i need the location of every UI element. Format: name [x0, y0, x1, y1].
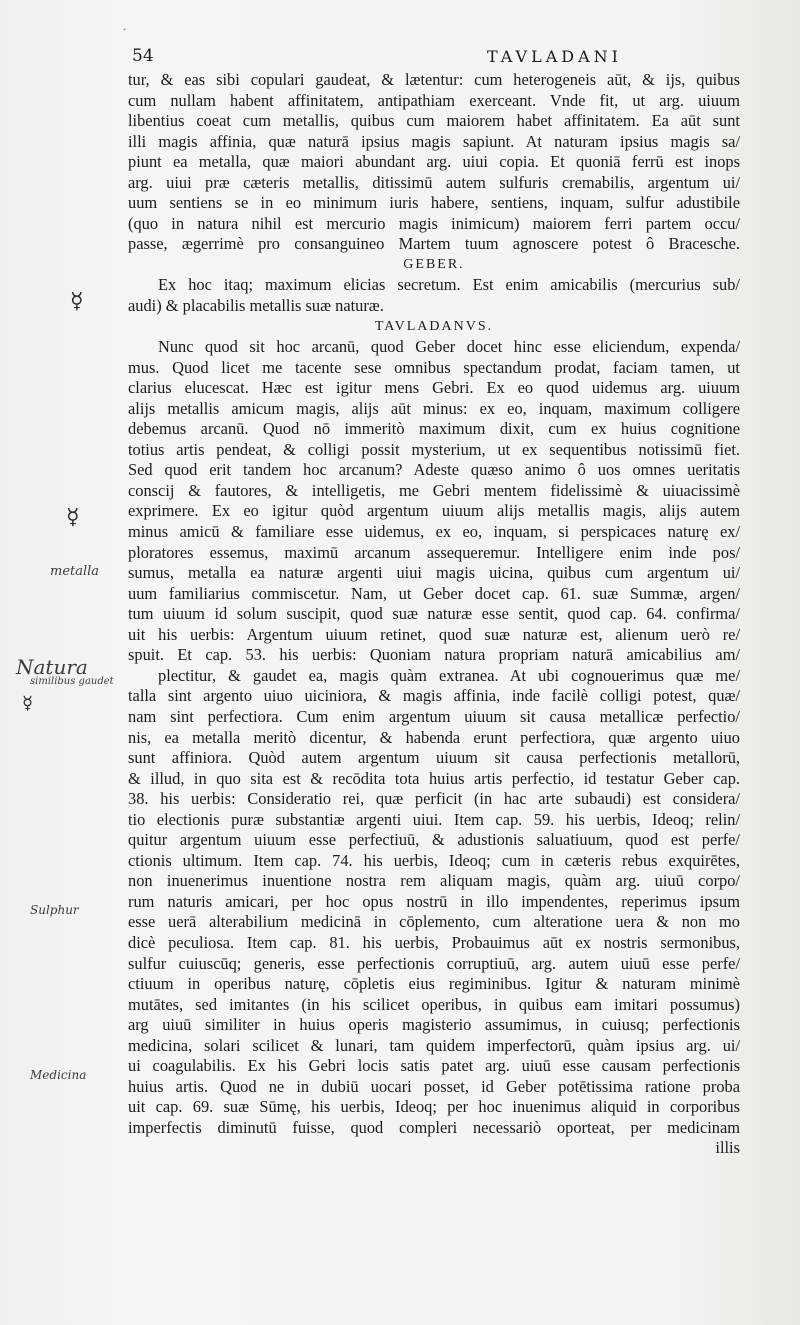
text-line: alijs metallis amicum magis, alijs aūt minus: ex eo, inquam, maximum colligere: [128, 398, 740, 418]
text-line: ploratores essemus, maximū arcanum assequeremur. Intelligere enim inde pos/: [128, 542, 740, 562]
text-line: (quo in natura nihil est mercurio magis inimicum) maiorem ferri partem occu/: [128, 213, 740, 233]
text-line: quitur argentum uiuum esse perfectiuū, & adustionis saluatiuum, quod est perfe/: [128, 830, 740, 850]
text-line: nis, ea metalla meritò dicentur, & habenda erunt perfectiora, quæ argento uiuo: [128, 727, 740, 747]
text-line: & illud, in quo sita est & recōdita tota huius artis perfectio, id testatur Geber cap.: [128, 768, 740, 788]
text-line: minus amicū & familiare esse uidemus, ex eo, inquam, si perspicaces naturę ex/: [128, 522, 740, 542]
text-line: 38. his uerbis: Consideratio rei, quæ perficit (in hac arte subaudi) est considera/: [128, 789, 740, 809]
text-line: audi) & placabilis metallis suæ naturæ.: [128, 296, 384, 316]
text-line: debemus arcanū. Quod nō immeritò maximum dixit, cum ex huius cognitione: [128, 419, 740, 439]
text-line: arg. uiui præ cæteris metallis, ditissimū autem sulfuris cremabilis, argentum ui/: [128, 172, 740, 192]
running-title: TAVLADANI: [487, 47, 622, 66]
text-line: esse uerā alterabilium medicinā in cōplemento, cum alteratione uera & non mo: [128, 912, 740, 932]
text-line: libentius coeat cum metallis, quibus cum maiorem habet affinitatem. Ea aūt sunt: [128, 111, 740, 131]
margin-note-sulphur: Sulphur: [30, 903, 79, 917]
margin-note-natura: Natura: [16, 655, 88, 679]
text-line: totius artis pendeat, & colligi possit mysterium, ut ex sequentibus notissimū fiet.: [128, 439, 740, 459]
text-line: Nunc quod sit hoc arcanū, quod Geber docet hinc esse eliciendum, expenda/: [158, 337, 740, 357]
text-line: cum nullam habent affinitatem, antipathiam exerceant. Vnde fit, ut arg. uiuum: [128, 90, 740, 110]
section-heading: TAVLADANVS.: [374, 318, 494, 334]
text-line: Ex hoc itaq; maximum elicias secretum. Est enim amicabilis (mercurius sub/: [158, 275, 740, 295]
text-line: conscij & fautores, & intelligetis, me Gebri mentem fidelissimè & uiuacissimè: [128, 480, 740, 500]
text-line: piunt ea metalla, quæ maiori abundant arg. uiui copia. Et quoniā ferrū est inops: [128, 152, 740, 172]
text-line: illis: [715, 1138, 740, 1158]
text-line: uum familiarius commiscetur. Nam, ut Geber docet cap. 61. suæ Summæ, argen/: [128, 583, 740, 603]
mercury-symbol-note: ☿: [70, 289, 84, 314]
text-line: uum sentiens se in eo minimum iuris habere, sentiens, inquam, sulfur adustibile: [128, 193, 740, 213]
text-line: mutātes, sed imitantes (in his scilicet operibus, in quibus eam imitari possumus): [128, 994, 740, 1014]
page-mark: ¸: [122, 20, 127, 31]
text-line: sunt affiniora. Quòd autem argentum uiuum sit causa perfectionis metallorū,: [128, 748, 740, 768]
text-line: tum uiuum id solum suscipit, quod suæ naturæ esse sentit, quod cap. 64. confirma/: [128, 604, 740, 624]
page-number: 54: [132, 46, 154, 66]
page-header: [132, 46, 742, 70]
text-line: uit his uerbis: Argentum uiuum retinet, quod suæ naturæ est, alienum uerò re/: [128, 624, 740, 644]
text-line: tio electionis puræ substantiæ argenti uiui. Item cap. 59. his uerbis, Ideoq; relin/: [128, 809, 740, 829]
text-line: sulfur cuiuscūq; generis, esse perfectionis corruptiuū, arg. autem uiuū esse perfe/: [128, 953, 740, 973]
margin-note-metalla: metalla: [50, 564, 100, 579]
text-line: tur, & eas sibi copulari gaudeat, & lætentur: cum heterogeneis aūt, & ijs, quibus: [128, 70, 740, 89]
text-line: rum naturis amicari, per hoc opus nostrū in illo impendentes, reperimus ipsum: [128, 891, 740, 911]
text-line: sumus, metalla ea naturæ argenti uiui magis uicina, quibus cum argentum ui/: [128, 563, 740, 583]
text-line: non inuenerimus inuentione nostra rem aliquam magis, quàm arg. uiuū corpo/: [128, 871, 740, 891]
text-line: clarius elucescat. Hæc est igitur mens Gebri. Ex eo quod uidemus arg. uiuum: [128, 378, 740, 398]
body-text: [128, 70, 740, 1159]
text-line: talla sint argento uiuo uiciniora, & magis affinia, inde facilè colligi potest, quæ/: [128, 686, 740, 706]
text-line: imperfectis diminutū fuisse, quod compleri necessariò oporteat, per medicinam: [128, 1117, 740, 1137]
text-line: dicè peculiosa. Item cap. 81. his uerbis, Probauimus aūt ex nostris sermonibus,: [128, 932, 740, 952]
mercury-symbol-note: ☿: [66, 505, 80, 530]
text-line: mus. Quod licet me tacente sese omnibus spectandum prodat, faciam tamen, ut: [128, 357, 740, 377]
mercury-symbol-note: ☿: [22, 693, 34, 714]
text-line: ctiuum in operibus naturę, cōpletis eius regiminibus. Igitur & naturam minimè: [128, 974, 740, 994]
text-line: arg uiuū similiter in huius operis magisterio assumimus, in cuiusq; perfectionis: [128, 1015, 740, 1035]
text-line: Sed quod erit tandem hoc arcanum? Adeste quæso animo ô uos omnes ueritatis: [128, 460, 740, 480]
text-line: uit cap. 69. suæ Sūmę, his uerbis, Ideoq; per hoc inuenimus aliquid in corporibus: [128, 1097, 740, 1117]
text-line: spuit. Et cap. 53. his uerbis: Quoniam natura propriam naturā amicabilius am/: [128, 645, 740, 665]
text-line: exprimere. Ex eo igitur quòd argentum uiuum alijs metallis magis, alijs autem: [128, 501, 740, 521]
text-line: passe, ægerrimè pro consanguineo Martem tuum agnoscere potest ô Bracesche.: [128, 234, 740, 254]
text-line: ctionis ultimum. Item cap. 74. his uerbis, Ideoq; cum in cæteris rebus exquirētes,: [128, 850, 740, 870]
text-line: nam sint perfectiora. Cum enim argentum uiuum sit causa metallicæ perfectio/: [128, 706, 740, 726]
margin-note-similibus: similibus gaudet: [30, 676, 114, 687]
text-line: illi magis affinia, quæ naturā ipsius magis sapiunt. At naturam ipsius magis sa/: [128, 131, 740, 151]
text-line: medicina, solari scilicet & lunari, tam quidem imperfectorū, quàm ipsius arg. ui/: [128, 1035, 740, 1055]
margin-note-medicina: Medicina: [30, 1068, 87, 1082]
text-line: huius artis. Quod ne in dubiū uocari posset, id Geber potētissima ratione proba: [128, 1076, 740, 1096]
section-heading: GEBER.: [403, 256, 465, 272]
text-line: ui coagulabilis. Ex his Gebri locis satis patet arg. uiuū esse causam perfectionis: [128, 1056, 740, 1076]
text-line: plectitur, & gaudet ea, magis quàm extranea. At ubi cognouerimus quæ me/: [158, 665, 740, 685]
